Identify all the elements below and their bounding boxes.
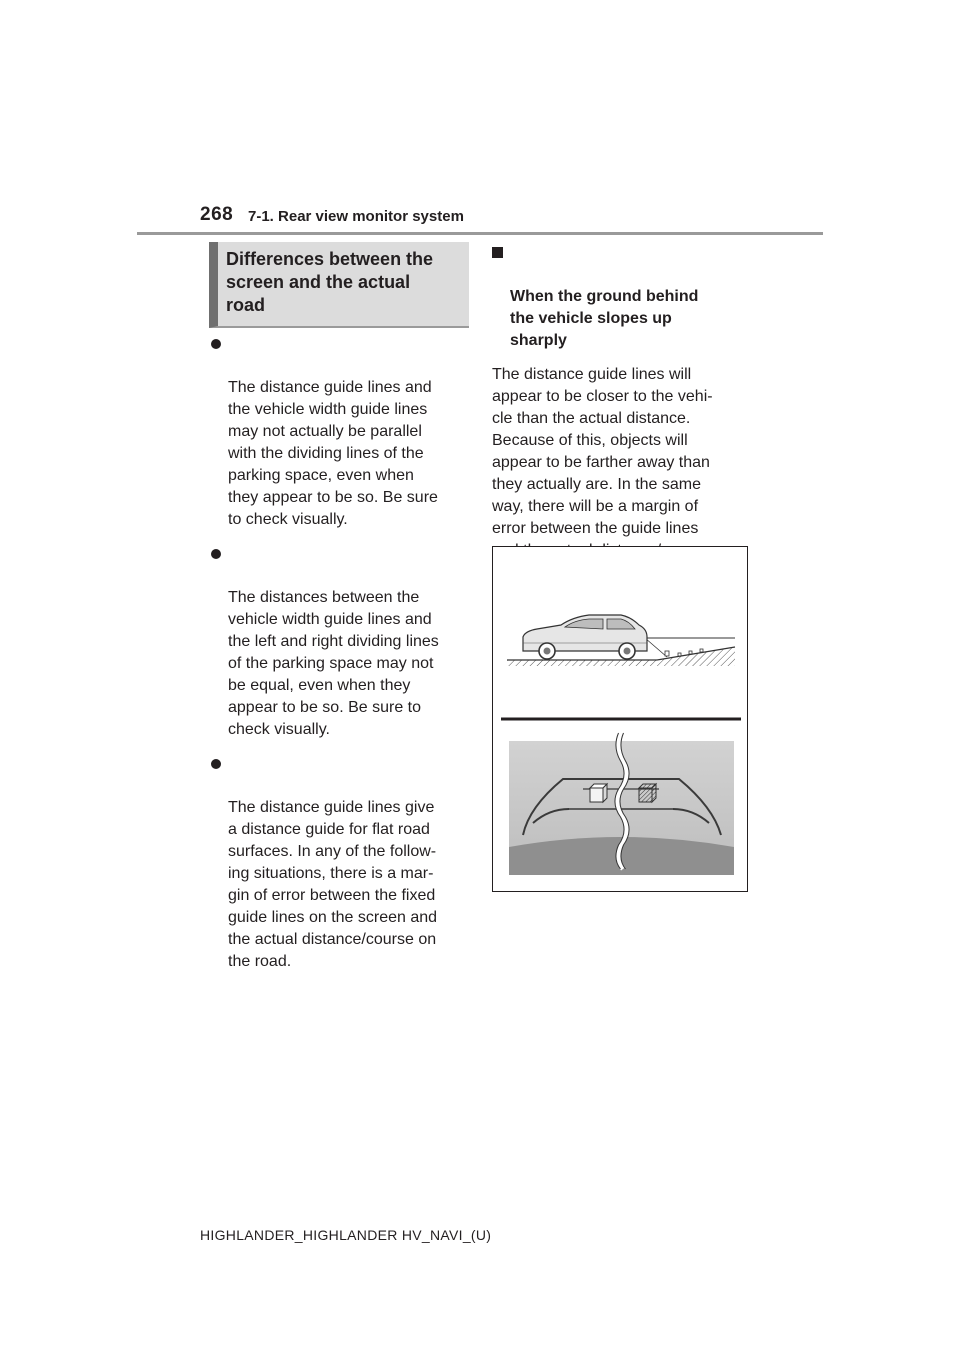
object-box-right	[639, 784, 656, 802]
subheading-text: When the ground behind the vehicle slopes up sharply	[510, 288, 699, 349]
bullet-text: The distance guide lines give a distance guide for flat road surfaces. In any of the follow- ing situations, there is a mar- gin of error between the fixed guide lines on the screen and the actual distance/course on the road.	[228, 799, 438, 970]
slope-illustration	[492, 546, 748, 892]
bullet-item	[209, 543, 465, 741]
page-number: 268	[200, 204, 234, 225]
subheading	[492, 242, 792, 352]
bullet-text: The distance guide lines and the vehicle width guide lines may not actually be parallel with the dividing lines of the parking space, even when they appear to be so. Be sure to check visually.	[228, 379, 438, 528]
section-heading: Differences between the screen and the actual road	[226, 249, 434, 315]
right-column	[492, 242, 792, 584]
camera-ray	[645, 638, 667, 657]
left-column	[209, 333, 465, 985]
slope-hatch	[657, 647, 735, 666]
marker-icon	[665, 651, 669, 656]
side-view	[507, 615, 735, 666]
flat-ground-hatch	[507, 660, 657, 666]
marker-icon	[689, 651, 692, 654]
marker-icon	[700, 649, 703, 652]
camera-screen-view	[509, 733, 734, 875]
bullet-icon	[211, 549, 221, 559]
suv-icon	[523, 615, 647, 659]
section-heading-box	[209, 242, 469, 328]
bullet-item	[209, 333, 465, 531]
illustration-svg	[493, 547, 749, 893]
square-bullet-icon	[492, 247, 503, 258]
object-box-left	[590, 784, 607, 802]
body-paragraph: The distance guide lines will appear to be closer to the vehi- cle than the actual distance. Because of this, objects will appear to be farther away than they actually are. In the same way, there will be a margin of error between the guide lines	[492, 366, 713, 537]
bullet-icon	[211, 759, 221, 769]
bullet-icon	[211, 339, 221, 349]
bullet-text: The distances between the vehicle width guide lines and the left and right dividing lines of the parking space may not be equal, even when they appear to be so. Be sure to check visually.	[228, 589, 439, 738]
footer-text: HIGHLANDER_HIGHLANDER HV_NAVI_(U)	[200, 1227, 492, 1243]
section-title: 7-1. Rear view monitor system	[248, 208, 464, 225]
bullet-item	[209, 753, 465, 973]
marker-icon	[678, 653, 681, 656]
header-divider	[137, 232, 823, 235]
